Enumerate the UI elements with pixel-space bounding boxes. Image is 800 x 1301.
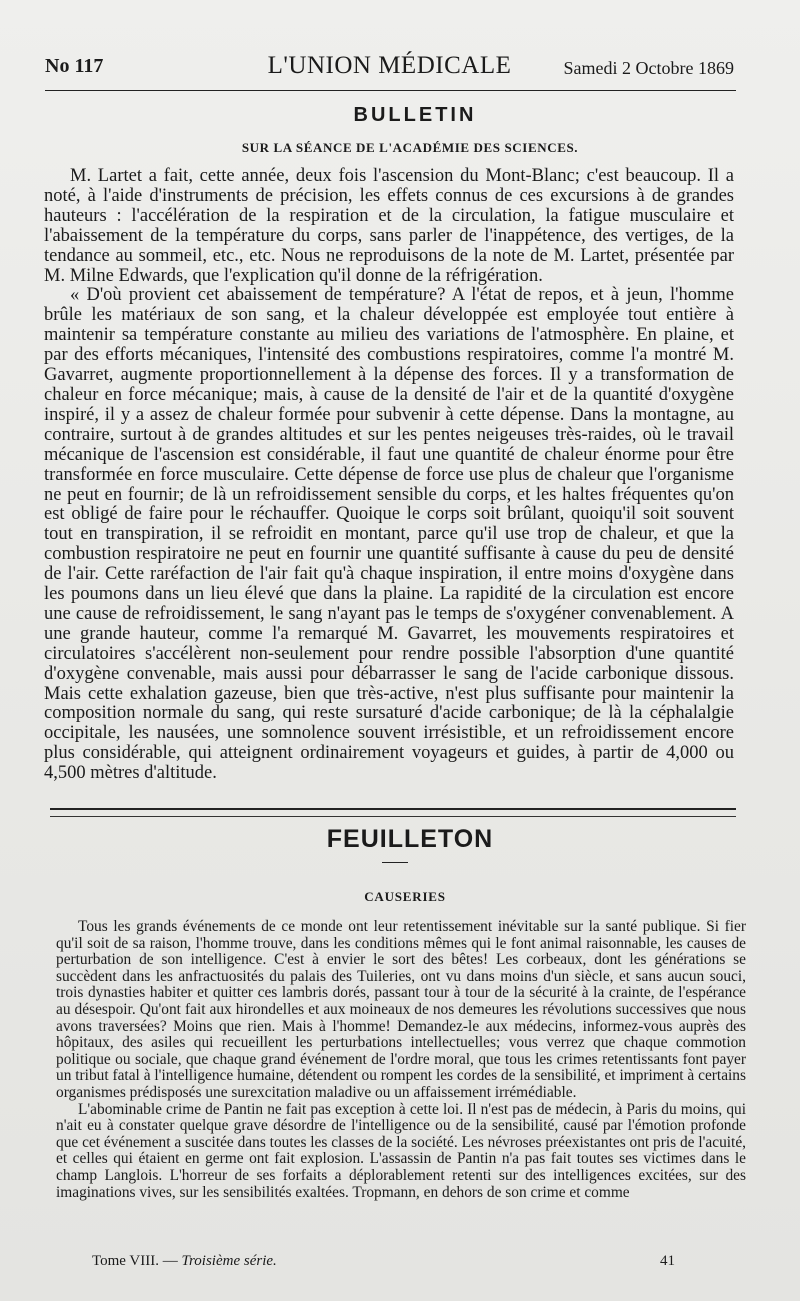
bulletin-title: BULLETIN [353,104,477,126]
bulletin-paragraph: « D'où provient cet abaissement de température? A l'état de repos, et à jeun, l'homme brûle les matériaux de son sang, et la chaleur développée est employée tout entière à maintenir sa température constante au milieu des variations de l'atmosphère. En plaine, et par des efforts mécaniques, l'intensité des combustions respiratoires, comme l'a montré M. Gavarret, augmente proportionnellement à la dépense des forces. Il y a transformation de chaleur en force mécanique; mais, à cause de la densité de l'air et de la quantité d'oxygène inspiré, il y a assez de chaleur formée pour subvenir à cette dépense. Dans la montagne, au contraire, surtout à de grandes altitudes et sur les pentes neigeuses très-raides, où le travail mécanique de l'ascension est considérable, il faut une quantité de chaleur énorme pour être transformée en force musculaire. Cette dépense de force use plus de chaleur que l'organisme ne peut en fournir; de là un refroidissement sensible du corps, et les haltes fréquentes qu'on est obligé de faire pour le réchauffer. Quoique le corps soit brûlant, quoiqu'il soit souvent tout en transpiration, il se refroidit en montant, parce qu'il use trop de chaleur, et que la combustion respiratoire ne peut en fournir une quantité suffisante à cause du peu de densité de l'air. Cette raréfaction de l'air fait qu'à chaque inspiration, il entre moins d'oxygène dans les poumons dans un lieu élevé que dans la plaine. La rapidité de la circulation est encore une cause de refroidissement, le sang n'ayant pas le temps de s'oxygéner convenablement. A une grande hauteur, comme l'a remarqué M. Gavarret, les mouvements respiratoires et circulatoires s'accélèrent non-seulement pour rendre possible l'absorption d'une quantité d'oxygène convenable, mais aussi pour débarrasser le sang de l'acide carbonique dissous. Mais cette exhalation gazeuse, bien que très-active, n'est plus suffisante pour maintenir la composition normale du sang, qui reste sursaturé d'acide carbonique; de là la céphalalgie occipitale, les nausées, une somnolence souvent irrésistible, et un refroidissement encore plus considérable, qui atteignent ordinairement voyageurs et guides, à partir de 4,000 ou 4,500 mètres d'altitude. [44,285,734,784]
bulletin-subtitle: SUR LA SÉANCE DE L'ACADÉMIE DES SCIENCES. [241,140,579,155]
series-label: Troisième série. [181,1253,277,1269]
feuilleton-section-title: CAUSERIES [364,889,446,904]
feuilleton-paragraph: L'abominable crime de Pantin ne fait pas exception à cette loi. Il n'est pas de médecin, à Paris du moins, qui n'ait eu à constater quelque grave désordre de l'intelligence ou de la sensibilité, causé par l'émotion profonde que cet événement a suscitée dans toutes les classes de la société. Les névroses préexistantes ont pris de l'acuité, et celles qui étaient en germe ont fait explosion. L'assassin de Pantin n'a pas fait toutes ses victimes dans le champ Langlois. L'horreur de ses forfaits a déplorablement retenti sur des intelligences excitées, sur des imaginations vives, sur les sensibilités exaltées. Tropmann, en dehors de son crime et comme [56,1100,746,1201]
bulletin-paragraph: M. Lartet a fait, cette année, deux fois l'ascension du Mont-Blanc; c'est beaucoup. Il a noté, à l'aide d'instruments de précision, les effets connus de ces excursions à de grandes hauteurs : l'accélération de la respiration et de la circulation, la fatigue musculaire et l'abaissement de la température du corps, sans parler de l'inappétence, des vertiges, de la tendance au sommeil, etc., etc. Nous ne reproduisons de la note de M. Lartet, présentée par M. Milne Edwards, que l'explication qu'il donne de la réfrigération. [44,166,734,286]
issue-number: No 117 [45,55,104,77]
page-footer [92,1253,277,1270]
section-divider [50,808,736,817]
feuilleton-paragraph: Tous les grands événements de ce monde ont leur retentissement inévitable sur la santé publique. Si fier qu'il soit de sa raison, l'homme trouve, dans les conditions mêmes qui le font animal raisonnable, les causes de perturbation de son intelligence. C'est à envier le sort des bêtes! Les corbeaux, dont les générations se succèdent dans les anfractuosités du palais des Tuileries, ont vu dans moins d'un siècle, et sans aucun souci, trois dynasties habiter et quitter ces lambris dorés, passant tour à tour de la sécurité à la crainte, de l'espérance au désespoir. Qu'ont fait aux hirondelles et aux moineaux de nos demeures les révolutions successives que nous avons traversées? Moins que rien. Mais à l'homme! Demandez-le aux médecins, informez-vous auprès des hôpitaux, des asiles qui recueillent les perturbations intellectuelles; vous verrez que chaque commotion politique ou sociale, que chaque grand événement de l'ordre moral, que tous les crimes retentissants font payer un tribut fatal à l'intelligence humaine, détendent ou rompent les cordes de la sensibilité, et impriment à certains organismes prédisposés une surexcitation maladive ou un affaissement irrémédiable. [56,918,746,1101]
issue-date: Samedi 2 Octobre 1869 [563,58,734,78]
volume-label: Tome VIII. — [92,1253,178,1269]
title-dash [382,862,408,863]
page-number: 41 [660,1253,675,1269]
bulletin-body [44,167,734,784]
page-header [45,52,734,82]
journal-title: L'UNION MÉDICALE [267,52,512,79]
feuilleton-title: FEUILLETON [326,825,494,853]
feuilleton-body [56,919,746,1201]
header-rule [45,90,736,91]
